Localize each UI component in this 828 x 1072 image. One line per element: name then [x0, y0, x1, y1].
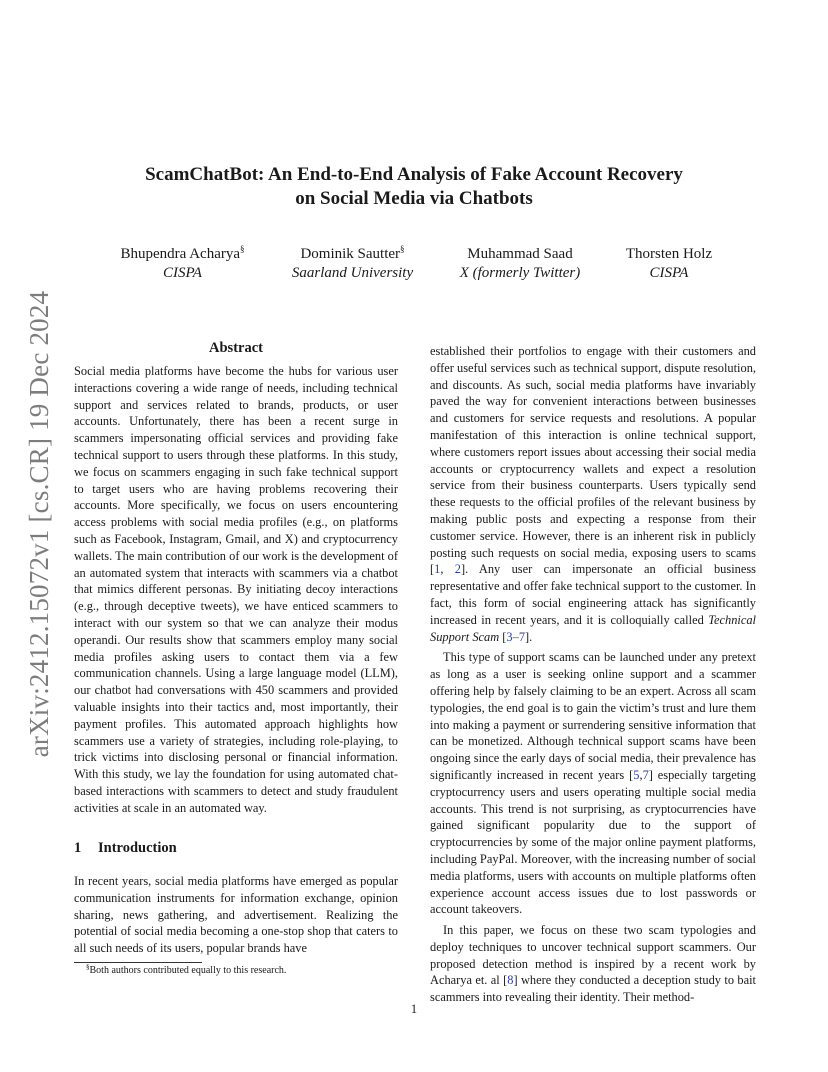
author-affiliation: CISPA [163, 265, 202, 281]
text-run: In this paper, we focus on these two scam typologies and deploy techniques to uncover technical support scammers. Our proposed detection method is inspired by a recent work by Acharya et. al [ [430, 923, 756, 988]
footnote-mark: § [86, 963, 90, 971]
author-name: Muhammad Saad [467, 246, 573, 262]
footnote-text: Both authors contributed equally to this research. [89, 965, 287, 976]
body-paragraph [430, 922, 756, 1006]
author-affiliation: CISPA [649, 265, 689, 281]
arxiv-identifier-stamp: arXiv:2412.15072v1 [cs.CR] 19 Dec 2024 [24, 290, 54, 758]
footnote-divider [74, 962, 202, 963]
body-paragraph [430, 343, 756, 645]
section-title: Introduction [98, 840, 177, 856]
author-name: Thorsten Holz [625, 246, 713, 262]
citation-link[interactable]: 1 [434, 562, 441, 577]
text-run: established their portfolios to engage with their customers and offer useful services such as technical support, dispute resolution, and discounts. As such, social media platforms have invariably paved the way for convenient interactions between businesses and customers for service requests and resolutions. A popular manifestation of this interaction is online technical support, where customers report issues about accessing their social media accounts or cryptocurrency wallets and expect a resolution service from their business counterparts. Users typically send these requests to the official profiles of the relevant business by making public posts and expecting a response from their customer service. However, there is an inherent risk in publicly posting such requests on social media, exposing users to scams [ [430, 344, 756, 577]
author-block [280, 245, 425, 283]
author-affiliation: X (formerly Twitter) [459, 265, 581, 281]
text-run: ]. [525, 629, 533, 644]
paper-title [74, 163, 754, 211]
right-column-text [430, 343, 756, 1006]
introduction-paragraph: In recent years, social media platforms have emerged as popular communication instruments for information exchange, opinion sharing, news gathering, and advertisement. Realizing the potential of social media becoming a one-stop shop that caters to all such needs of its users, popular brands have [74, 874, 398, 956]
citation-link[interactable]: 2 [454, 562, 461, 577]
text-run: , [639, 767, 643, 782]
author-name: Bhupendra Acharya [120, 246, 241, 262]
text-run: This type of support scams can be launched under any pretext as long as a user is seeking online support and a scammer offering help by falsely claiming to be an expert. Across all scam typologies, the end goal is to gain the victim’s trust and lure them into making a payment or surrendering sensitive information that can be monetized. Although technical support scams have been ongoing since the early days of social media, their prevalence has significantly increased in recent years [ [430, 650, 756, 782]
citation-link[interactable]: 5 [633, 767, 640, 782]
text-run: , [440, 562, 455, 577]
paper-title-line-1: ScamChatBot: An End-to-End Analysis of Fake Account Recovery [145, 164, 683, 185]
text-run: ]. Any user can impersonate an official business representative and offer fake technical support to the customer. In fact, this form of social engineering attack has significantly increased in recent years, and it is colloquially called [430, 562, 756, 627]
equal-contribution-mark: § [400, 244, 405, 254]
author-affiliation: Saarland University [291, 265, 414, 281]
citation-link[interactable]: 8 [507, 973, 514, 988]
paper-title-line-2: on Social Media via Chatbots [295, 188, 533, 209]
page-number: 1 [410, 1002, 418, 1016]
introduction-text [74, 873, 398, 957]
section-number: 1 [74, 840, 82, 856]
text-run: [ [499, 629, 507, 644]
abstract-heading: Abstract [209, 340, 263, 356]
author-block [445, 245, 595, 283]
abstract-paragraph: Social media platforms have become the hubs for various user interactions covering a wide range of needs, including technical support and services related to brands, products, or user accounts. Unfortunately, there has been a recent surge in scammers impersonating official services and providing fake technical support to users through these platforms. In this study, we focus on scammers engaging in such fake technical support to target users who are having problems recovering their accounts. More specifically, we focus on users encountering access problems with social media profiles (e.g., on platforms such as Facebook, Instagram, Gmail, and X) and cryptocurrency wallets. The main contribution of our work is the development of an automated system that interacts with scammers via a chatbot that mimics different personas. By initiating decoy interactions (e.g., through deceptive tweets), we have enticed scammers to interact with our system so that we can analyze their modus operandi. Our results show that scammers employ many social media profiles asking users to contact them via a few communication channels. Using a large language model (LLM), our chatbot had conversations with 450 scammers and provided valuable insights into their tactics and, most importantly, their payment profiles. This automated approach highlights how scammers use a variety of strategies, including role-playing, to trick victims into disclosing personal or financial information. With this study, we lay the foundation for using automated chat-based interactions with scammers to detect and study fraudulent activities at scale in an automated way. [74, 364, 398, 815]
footnote [86, 964, 286, 977]
emphasized-term: Technical Support Scam [430, 612, 756, 644]
equal-contribution-mark: § [240, 244, 245, 254]
citation-link[interactable]: 3–7 [506, 629, 526, 644]
citation-link[interactable]: 7 [642, 767, 649, 782]
body-paragraph [430, 649, 756, 918]
text-run: ] especially targeting cryptocurrency users and users operating multiple social media accounts. This trend is not surprising, as cryptocurrencies have gained significant popularity due to the support of cryptocurrencies by some of the major online payment platforms, including PayPal. Moreover, with the increasing number of social media platforms, users with accounts on multiple platforms often experience account access issues due to lost passwords or account takeovers. [430, 767, 756, 917]
author-block [609, 245, 729, 283]
text-run: ] where they conducted a deception study to bait scammers into revealing their identity. Their method- [430, 973, 756, 1005]
abstract-text [74, 363, 398, 817]
author-name: Dominik Sautter [300, 246, 401, 262]
author-block [110, 245, 255, 283]
section-heading-introduction [74, 840, 177, 857]
